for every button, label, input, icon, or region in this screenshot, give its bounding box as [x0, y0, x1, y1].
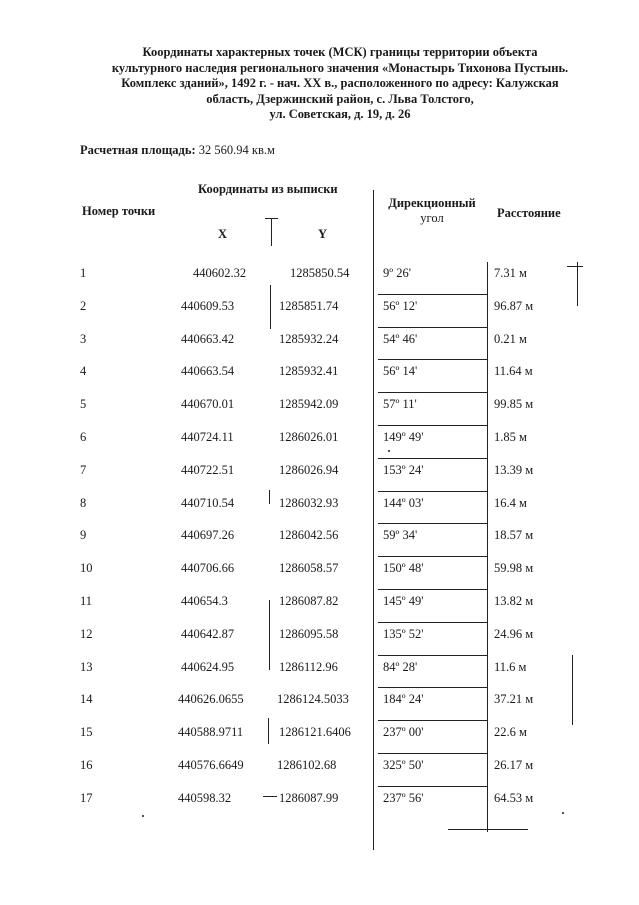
header-point-number: Номер точки: [82, 204, 156, 218]
title-line: культурного наследия регионального значения «Монастырь Тихонова Пустынь.: [111, 60, 569, 75]
y-coordinate: 1285850.54: [290, 266, 350, 280]
point-number: 17: [80, 791, 93, 805]
y-coordinate: 1286026.01: [279, 430, 339, 444]
point-number: 7: [80, 463, 87, 477]
row-separator: [378, 523, 488, 524]
x-coordinate: 440724.11: [181, 430, 234, 444]
y-coordinate: 1286087.99: [279, 791, 339, 805]
row-separator: [378, 556, 488, 557]
scan-artifact: [388, 450, 390, 452]
row-separator: [378, 359, 488, 360]
title-line: ул. Советская, д. 19, д. 26: [269, 107, 411, 122]
x-coordinate: 440576.6649: [178, 758, 244, 772]
direction-angle: 57º 11': [383, 397, 417, 411]
point-number: 9: [80, 528, 87, 542]
distance: 37.21 м: [494, 692, 534, 706]
row-separator: [378, 753, 488, 754]
distance: 13.82 м: [494, 594, 534, 608]
direction-angle: 56º 12': [383, 299, 418, 313]
point-number: 3: [80, 332, 87, 346]
x-coordinate: 440697.26: [181, 528, 235, 542]
title-line: Комплекс зданий», 1492 г. - нач. XX в., расположенного по адресу: Калужская: [121, 76, 559, 91]
direction-angle: 84º 28': [383, 660, 418, 674]
table-border: [567, 266, 583, 267]
x-coordinate: 440602.32: [193, 266, 247, 280]
point-number: 12: [80, 627, 93, 641]
distance: 1.85 м: [494, 430, 527, 444]
distance: 7.31 м: [494, 266, 527, 280]
y-coordinate: 1285942.09: [279, 397, 339, 411]
table-border: [269, 490, 270, 504]
row-separator: [378, 786, 488, 787]
table-border: [448, 829, 528, 830]
table-border: [577, 262, 578, 306]
y-coordinate: 1286124.5033: [277, 692, 349, 706]
direction-angle: 150º 48': [383, 561, 424, 575]
y-coordinate: 1286026.94: [279, 463, 339, 477]
table-border: [265, 218, 278, 219]
header-coords-group: Координаты из выписки: [198, 182, 338, 196]
row-separator: [378, 720, 488, 721]
direction-angle: 9º 26': [383, 266, 412, 280]
table-border: [271, 218, 272, 246]
area-value: 32 560.94 кв.м: [198, 143, 275, 157]
table-border: [487, 262, 488, 832]
header-angle-line2: угол: [420, 211, 444, 225]
direction-angle: 56º 14': [383, 364, 418, 378]
row-separator: [378, 294, 488, 295]
point-number: 8: [80, 496, 87, 510]
y-coordinate: 1286121.6406: [279, 725, 351, 739]
document-title: [70, 45, 610, 123]
x-coordinate: 440722.51: [181, 463, 235, 477]
row-separator: [378, 425, 488, 426]
distance: 99.85 м: [494, 397, 534, 411]
x-coordinate: 440706.66: [181, 561, 235, 575]
distance: 13.39 м: [494, 463, 534, 477]
x-coordinate: 440710.54: [181, 496, 235, 510]
header-angle-line1: Дирекционный: [388, 196, 476, 210]
y-coordinate: 1286087.82: [279, 594, 339, 608]
direction-angle: 149º 49': [383, 430, 424, 444]
direction-angle: 325º 50': [383, 758, 424, 772]
row-separator: [378, 589, 488, 590]
y-coordinate: 1285932.24: [279, 332, 339, 346]
y-coordinate: 1285851.74: [279, 299, 339, 313]
x-coordinate: 440588.9711: [178, 725, 244, 739]
point-number: 2: [80, 299, 87, 313]
table-border: [270, 285, 271, 329]
x-coordinate: 440624.95: [181, 660, 235, 674]
distance: 96.87 м: [494, 299, 534, 313]
header-x: X: [218, 227, 228, 241]
distance: 24.96 м: [494, 627, 534, 641]
distance: 0.21 м: [494, 332, 527, 346]
table-border: [572, 655, 573, 725]
x-coordinate: 440598.32: [178, 791, 232, 805]
header-y: Y: [318, 227, 328, 241]
distance: 18.57 м: [494, 528, 534, 542]
point-number: 15: [80, 725, 93, 739]
table-border: [263, 796, 277, 797]
y-coordinate: 1286058.57: [279, 561, 339, 575]
distance: 26.17 м: [494, 758, 534, 772]
row-separator: [378, 491, 488, 492]
distance: 22.6 м: [494, 725, 527, 739]
distance: 11.6 м: [494, 660, 527, 674]
area-label: Расчетная площадь:: [80, 143, 196, 157]
y-coordinate: 1286112.96: [279, 660, 338, 674]
direction-angle: 135º 52': [383, 627, 424, 641]
direction-angle: 237º 00': [383, 725, 424, 739]
table-border: [373, 190, 374, 850]
point-number: 11: [80, 594, 93, 608]
distance: 16.4 м: [494, 496, 527, 510]
point-number: 6: [80, 430, 87, 444]
x-coordinate: 440654.3: [181, 594, 228, 608]
x-coordinate: 440626.0655: [178, 692, 244, 706]
point-number: 14: [80, 692, 93, 706]
distance: 11.64 м: [494, 364, 533, 378]
table-border: [269, 600, 270, 670]
direction-angle: 237º 56': [383, 791, 424, 805]
row-separator: [378, 392, 488, 393]
row-separator: [378, 687, 488, 688]
distance: 64.53 м: [494, 791, 534, 805]
y-coordinate: 1285932.41: [279, 364, 339, 378]
direction-angle: 144º 03': [383, 496, 424, 510]
point-number: 13: [80, 660, 93, 674]
direction-angle: 184º 24': [383, 692, 424, 706]
direction-angle: 54º 46': [383, 332, 418, 346]
scan-artifact: [562, 812, 564, 814]
title-line: Координаты характерных точек (МСК) границы территории объекта: [142, 45, 538, 59]
distance: 59.98 м: [494, 561, 534, 575]
point-number: 10: [80, 561, 93, 575]
direction-angle: 153º 24': [383, 463, 424, 477]
point-number: 5: [80, 397, 87, 411]
row-separator: [378, 458, 488, 459]
title-line: область, Дзержинский район, с. Льва Толстого,: [206, 91, 474, 106]
row-separator: [378, 622, 488, 623]
x-coordinate: 440609.53: [181, 299, 235, 313]
header-distance: Расстояние: [497, 206, 561, 220]
point-number: 1: [80, 266, 87, 280]
table-border: [268, 718, 269, 744]
x-coordinate: 440642.87: [181, 627, 235, 641]
y-coordinate: 1286032.93: [279, 496, 339, 510]
direction-angle: 59º 34': [383, 528, 418, 542]
calculated-area: [80, 143, 275, 158]
x-coordinate: 440663.54: [181, 364, 235, 378]
y-coordinate: 1286042.56: [279, 528, 339, 542]
header-direction-angle: [378, 196, 486, 226]
row-separator: [378, 655, 488, 656]
x-coordinate: 440663.42: [181, 332, 235, 346]
point-number: 4: [80, 364, 87, 378]
x-coordinate: 440670.01: [181, 397, 235, 411]
point-number: 16: [80, 758, 93, 772]
row-separator: [378, 327, 488, 328]
scan-artifact: [142, 815, 144, 817]
direction-angle: 145º 49': [383, 594, 424, 608]
y-coordinate: 1286095.58: [279, 627, 339, 641]
y-coordinate: 1286102.68: [277, 758, 337, 772]
